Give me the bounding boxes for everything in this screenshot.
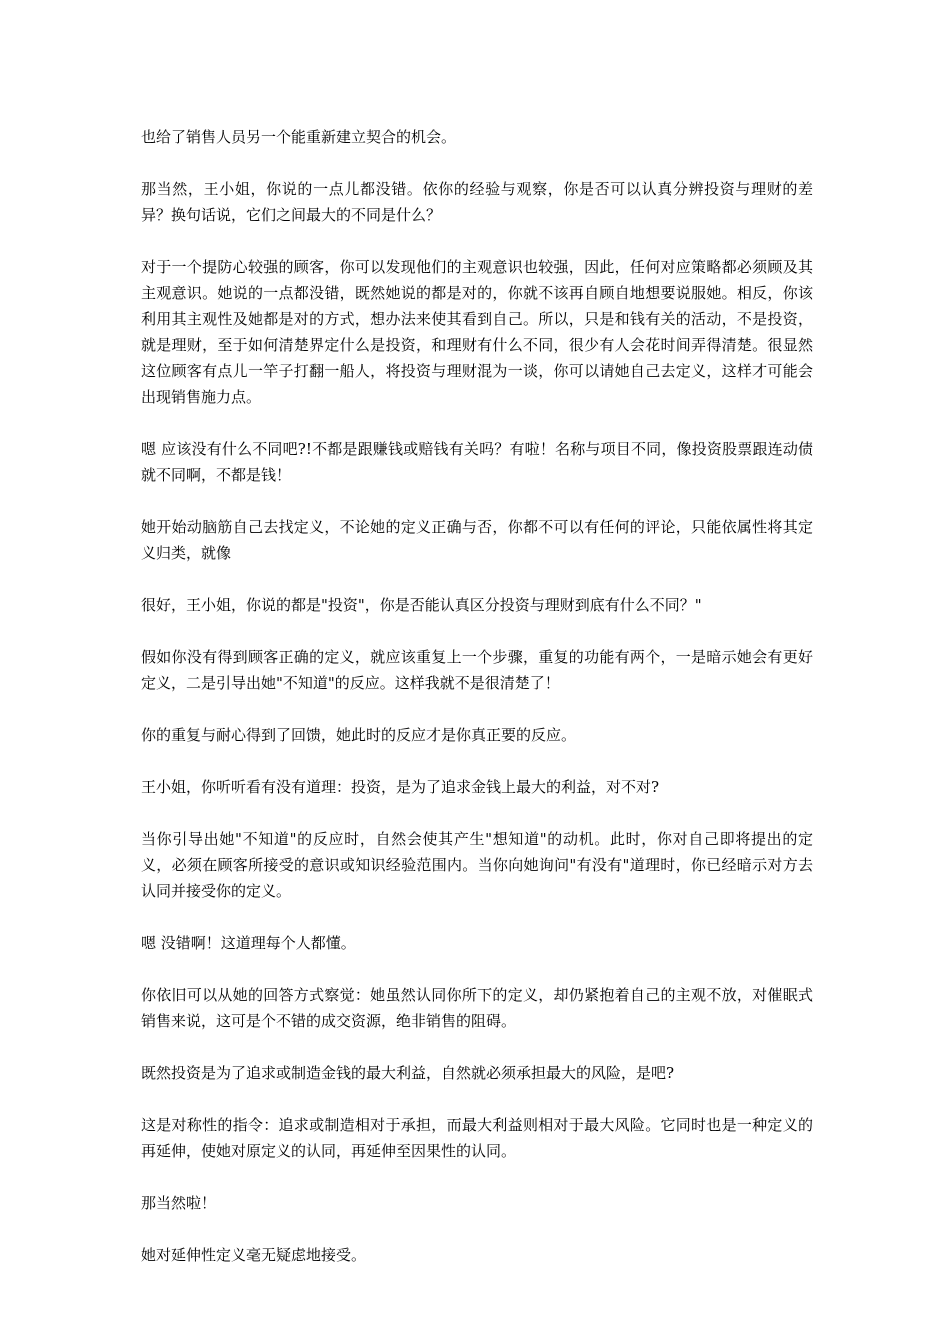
paragraph-15: 那当然啦！ (141, 1194, 217, 1212)
paragraph-2: 那当然，王小姐，你说的一点儿都没错。依你的经验与观察，你是否可以认真分辨投资与理财的差异？换句话说，它们之间最大的不同是什么？ (141, 180, 813, 224)
paragraph-1: 也给了销售人员另一个能重新建立契合的机会。 (141, 128, 457, 146)
paragraph-8: 你的重复与耐心得到了回馈，她此时的反应才是你真正要的反应。 (141, 726, 577, 744)
paragraph-12: 你依旧可以从她的回答方式察觉：她虽然认同你所下的定义，却仍紧抱着自己的主观不放，对催眠式销售来说，这可是个不错的成交资源，绝非销售的阻碍。 (141, 986, 813, 1030)
paragraph-7: 假如你没有得到顾客正确的定义，就应该重复上一个步骤，重复的功能有两个，一是暗示她会有更好定义，二是引导出她"不知道"的反应。这样我就不是很清楚了！ (141, 648, 813, 692)
paragraph-4: 嗯 应该没有什么不同吧?!不都是跟赚钱或赔钱有关吗？有啦！名称与项目不同，像投资股票跟连动债就不同啊，不都是钱！ (141, 440, 813, 484)
paragraph-14: 这是对称性的指令：追求或制造相对于承担，而最大利益则相对于最大风险。它同时也是一种定义的再延伸，使她对原定义的认同，再延伸至因果性的认同。 (141, 1116, 813, 1160)
paragraph-6: 很好，王小姐，你说的都是"投资"，你是否能认真区分投资与理财到底有什么不同？" (141, 596, 702, 614)
document-body (141, 124, 813, 1268)
paragraph-5: 她开始动脑筋自己去找定义，不论她的定义正确与否，你都不可以有任何的评论，只能依属性将其定义归类，就像 (141, 518, 813, 562)
paragraph-11: 嗯 没错啊！这道理每个人都懂。 (141, 934, 356, 952)
paragraph-10: 当你引导出她"不知道"的反应时，自然会使其产生"想知道"的动机。此时，你对自己即将提出的定义，必须在顾客所接受的意识或知识经验范围内。当你向她询问"有没有"道理时，你已经暗示对方去认同并接受你的定义。 (141, 830, 813, 900)
paragraph-9: 王小姐，你听听看有没有道理：投资，是为了追求金钱上最大的利益，对不对? (141, 778, 660, 796)
paragraph-13: 既然投资是为了追求或制造金钱的最大利益，自然就必须承担最大的风险，是吧? (141, 1064, 675, 1082)
paragraph-16: 她对延伸性定义毫无疑虑地接受。 (141, 1246, 367, 1264)
paragraph-3: 对于一个提防心较强的顾客，你可以发现他们的主观意识也较强，因此，任何对应策略都必须顾及其主观意识。她说的一点都没错，既然她说的都是对的，你就不该再自顾自地想要说服她。相反，你该利用其主观性及她都是对的方式，想办法来使其看到自己。所以，只是和钱有关的活动，不是投资，就是理财，至于如何清楚界定什么是投资，和理财有什么不同，很少有人会花时间弄得清楚。很显然这位顾客有点儿一竿子打翻一船人，将投资与理财混为一谈，你可以请她自己去定义，这样才可能会出现销售施力点。 (141, 258, 813, 406)
